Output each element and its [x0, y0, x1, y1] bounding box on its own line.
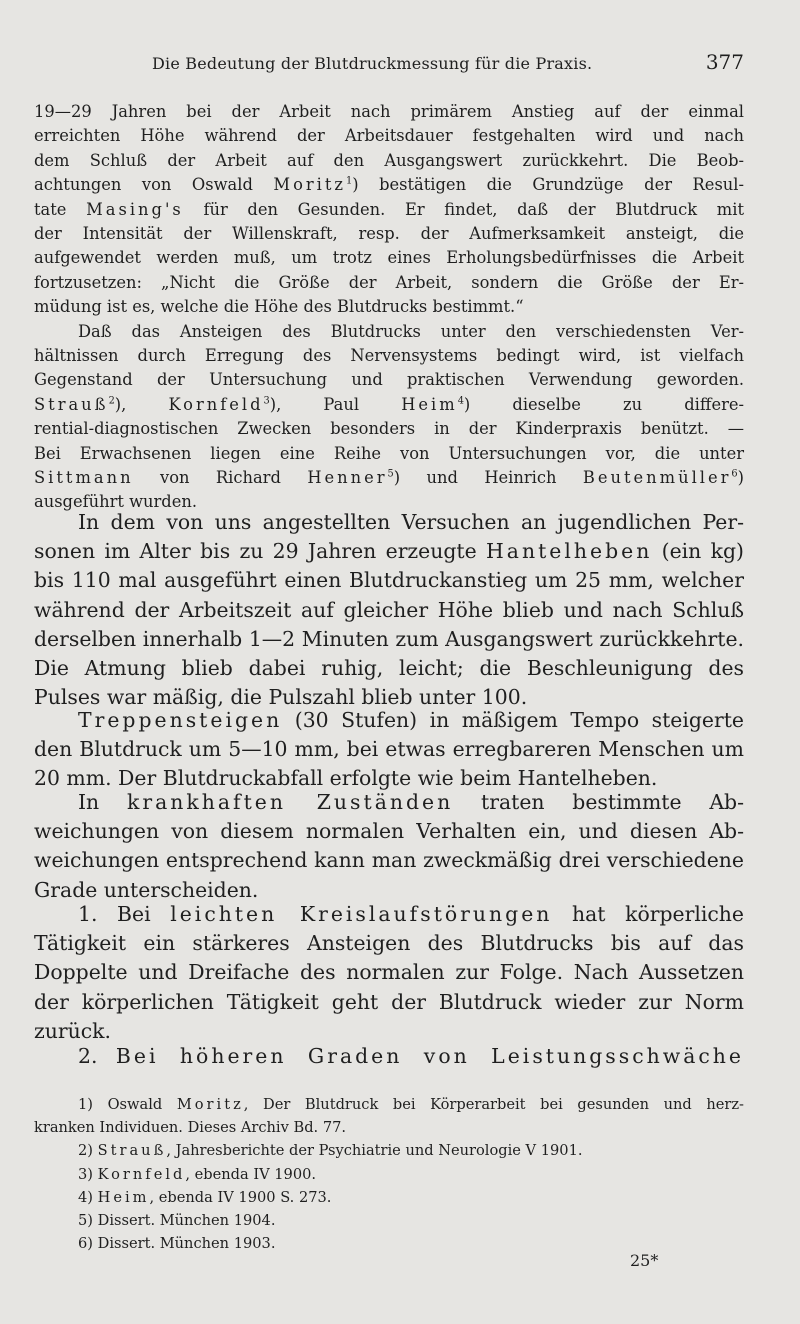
- text-line: Grade unterscheiden.: [34, 877, 259, 902]
- spaced-name: krankhaften Zuständen: [126, 790, 454, 814]
- text-line: Doppelte und Dreifache des normalen zur Folge. Nach Aussetzen: [34, 960, 744, 985]
- text-line: Tätigkeit ein stärkeres Ansteigen des Blutdrucks bis auf das: [34, 931, 744, 956]
- text-line: hältnissen durch Erregung des Nervensystems bedingt wird, ist vielfach: [34, 346, 744, 365]
- running-title: Die Bedeutung der Blutdruckmessung für die Praxis.: [152, 54, 593, 73]
- spaced-name: Kornfeld: [168, 394, 264, 414]
- footnote-ref: 6: [731, 468, 738, 480]
- paragraph-2: [34, 320, 744, 515]
- text-line: der Intensität der Willenskraft, resp. der Aufmerksamkeit ansteigt, die: [34, 224, 744, 244]
- spaced-name: Heim: [97, 1188, 150, 1206]
- spaced-name: Masing's: [86, 199, 184, 219]
- text-line: rential-diagnostischen Zwecken besonders in der Kinderpraxis benützt. —: [34, 419, 744, 439]
- text-line: Sittmann von Richard Henner$^5$) und Heinrich Beutenmüller$^6$): [34, 468, 744, 488]
- text-line: Daß das Ansteigen des Blutdrucks unter den verschiedensten Ver-: [78, 321, 744, 341]
- footnote-line: kranken Individuen. Dieses Archiv Bd. 77.: [34, 1119, 347, 1137]
- text-line: 20 mm. Der Blutdruckabfall erfolgte wie beim Hantelheben.: [34, 766, 658, 791]
- text-line: In krankhaften Zuständen traten bestimmte Ab-: [78, 790, 744, 814]
- footnote-line: 4) Heim, ebenda IV 1900 S. 273.: [78, 1188, 332, 1206]
- text-line: sonen im Alter bis zu 29 Jahren erzeugte Hantelheben (ein kg): [34, 539, 744, 564]
- spaced-name: Hantelheben: [486, 539, 653, 564]
- page-number: 377: [705, 50, 744, 74]
- signature-mark: 25*: [630, 1251, 659, 1270]
- text-line: 1. Bei leichten Kreislaufstörungen hat körperliche: [78, 902, 744, 926]
- footnote-ref: 5: [387, 468, 394, 480]
- text-line: dem Schluß der Arbeit auf den Ausgangswert zurückkehrt. Die Beob-: [34, 150, 744, 170]
- text-line: Strauß$^2$), Kornfeld$^3$), Paul Heim$^4$) dieselbe zu differe-: [34, 394, 745, 414]
- text-line: Die Atmung blieb dabei ruhig, leicht; die Beschleunigung des: [34, 656, 744, 681]
- spaced-name: Heim: [401, 394, 458, 414]
- text-line: weichungen von diesem normalen Verhalten ein, und diesen Ab-: [34, 819, 744, 844]
- text-line: während der Arbeitszeit auf gleicher Höhe blieb und nach Schluß: [34, 597, 744, 622]
- spaced-name: Strauß: [97, 1142, 167, 1160]
- footnote-line: 1) Oswald Moritz, Der Blutdruck bei Körperarbeit bei gesunden und herz-: [78, 1096, 744, 1113]
- text-line: aufgewendet werden muß, um trotz eines Erholungsbedürfnisses die Arbeit: [34, 248, 744, 268]
- text-line: Treppensteigen (30 Stufen) in mäßigem Tempo steigerte: [78, 708, 744, 732]
- text-line: Gegenstand der Untersuchung und praktischen Verwendung geworden.: [34, 370, 744, 390]
- spaced-name: Moritz: [273, 175, 346, 195]
- footnote-line: 3) Kornfeld, ebenda IV 1900.: [78, 1165, 317, 1183]
- text-line: 19—29 Jahren bei der Arbeit nach primärem Anstieg auf der einmal: [34, 102, 744, 121]
- paragraph-4: [34, 706, 744, 794]
- spaced-name: leichten Kreislaufstörungen: [170, 902, 553, 926]
- footnote-ref: 1: [346, 175, 353, 187]
- text-line: achtungen von Oswald Moritz$^1$) bestätigen die Grundzüge der Resul-: [34, 175, 744, 195]
- text-line: den Blutdruck um 5—10 mm, bei etwas erregbareren Menschen um: [34, 737, 744, 762]
- paragraph-7: [34, 1042, 744, 1071]
- paragraph-1: [34, 100, 744, 320]
- footnote-ref: 4: [457, 395, 464, 407]
- text-line: Pulses war mäßig, die Pulszahl blieb unter 100.: [34, 685, 528, 710]
- spaced-name: Kornfeld: [97, 1165, 186, 1183]
- text-line: fortzusetzen: „Nicht die Größe der Arbeit, sondern die Größe der Er-: [34, 272, 744, 292]
- paragraph-3: [34, 508, 744, 712]
- paragraph-6: [34, 900, 744, 1046]
- spaced-name: Strauß: [34, 394, 109, 414]
- footnote-line: 2) Strauß, Jahresberichte der Psychiatrie und Neurologie V 1901.: [78, 1142, 583, 1160]
- text-line: bis 110 mal ausgeführt einen Blutdruckanstieg um 25 mm, welcher: [34, 568, 744, 593]
- text-line: der körperlichen Tätigkeit geht der Blutdruck wieder zur Norm: [34, 989, 744, 1014]
- text-line: erreichten Höhe während der Arbeitsdauer festgehalten wird und nach: [34, 126, 744, 146]
- footnotes: [34, 1093, 744, 1255]
- text-line: müdung ist es, welche die Höhe des Blutdrucks bestimmt.“: [34, 297, 524, 317]
- text-line: derselben innerhalb 1—2 Minuten zum Ausgangswert zurückkehrte.: [34, 626, 744, 651]
- text-line: Bei Erwachsenen liegen eine Reihe von Untersuchungen vor, die unter: [34, 443, 744, 463]
- spaced-name: Beutenmüller: [582, 468, 732, 488]
- spaced-name: Henner: [307, 468, 388, 488]
- text-line: In dem von uns angestellten Versuchen an jugendlichen Per-: [78, 510, 744, 534]
- spaced-name: Moritz: [176, 1096, 244, 1113]
- text-line: tate Masing's für den Gesunden. Er findet, daß der Blutdruck mit: [34, 199, 744, 219]
- text-line: weichungen entsprechend kann man zweckmäßig drei verschiedene: [34, 848, 744, 873]
- paragraph-5: [34, 788, 744, 905]
- footnote-ref: 3: [263, 395, 270, 407]
- spaced-name: Sittmann: [34, 468, 134, 488]
- footnote-ref: 2: [108, 395, 115, 407]
- running-header: [34, 50, 744, 80]
- spaced-name: Treppensteigen: [78, 708, 283, 732]
- footnote-line: 6) Dissert. München 1903.: [78, 1235, 276, 1253]
- text-line: zurück.: [34, 1018, 112, 1043]
- spaced-name: Bei höheren Graden von Leistungsschwäche: [115, 1044, 744, 1068]
- text-line: 2. Bei höheren Graden von Leistungsschwäche: [78, 1044, 744, 1068]
- text-line: ausgeführt wurden.: [34, 492, 198, 512]
- footnote-line: 5) Dissert. München 1904.: [78, 1212, 276, 1230]
